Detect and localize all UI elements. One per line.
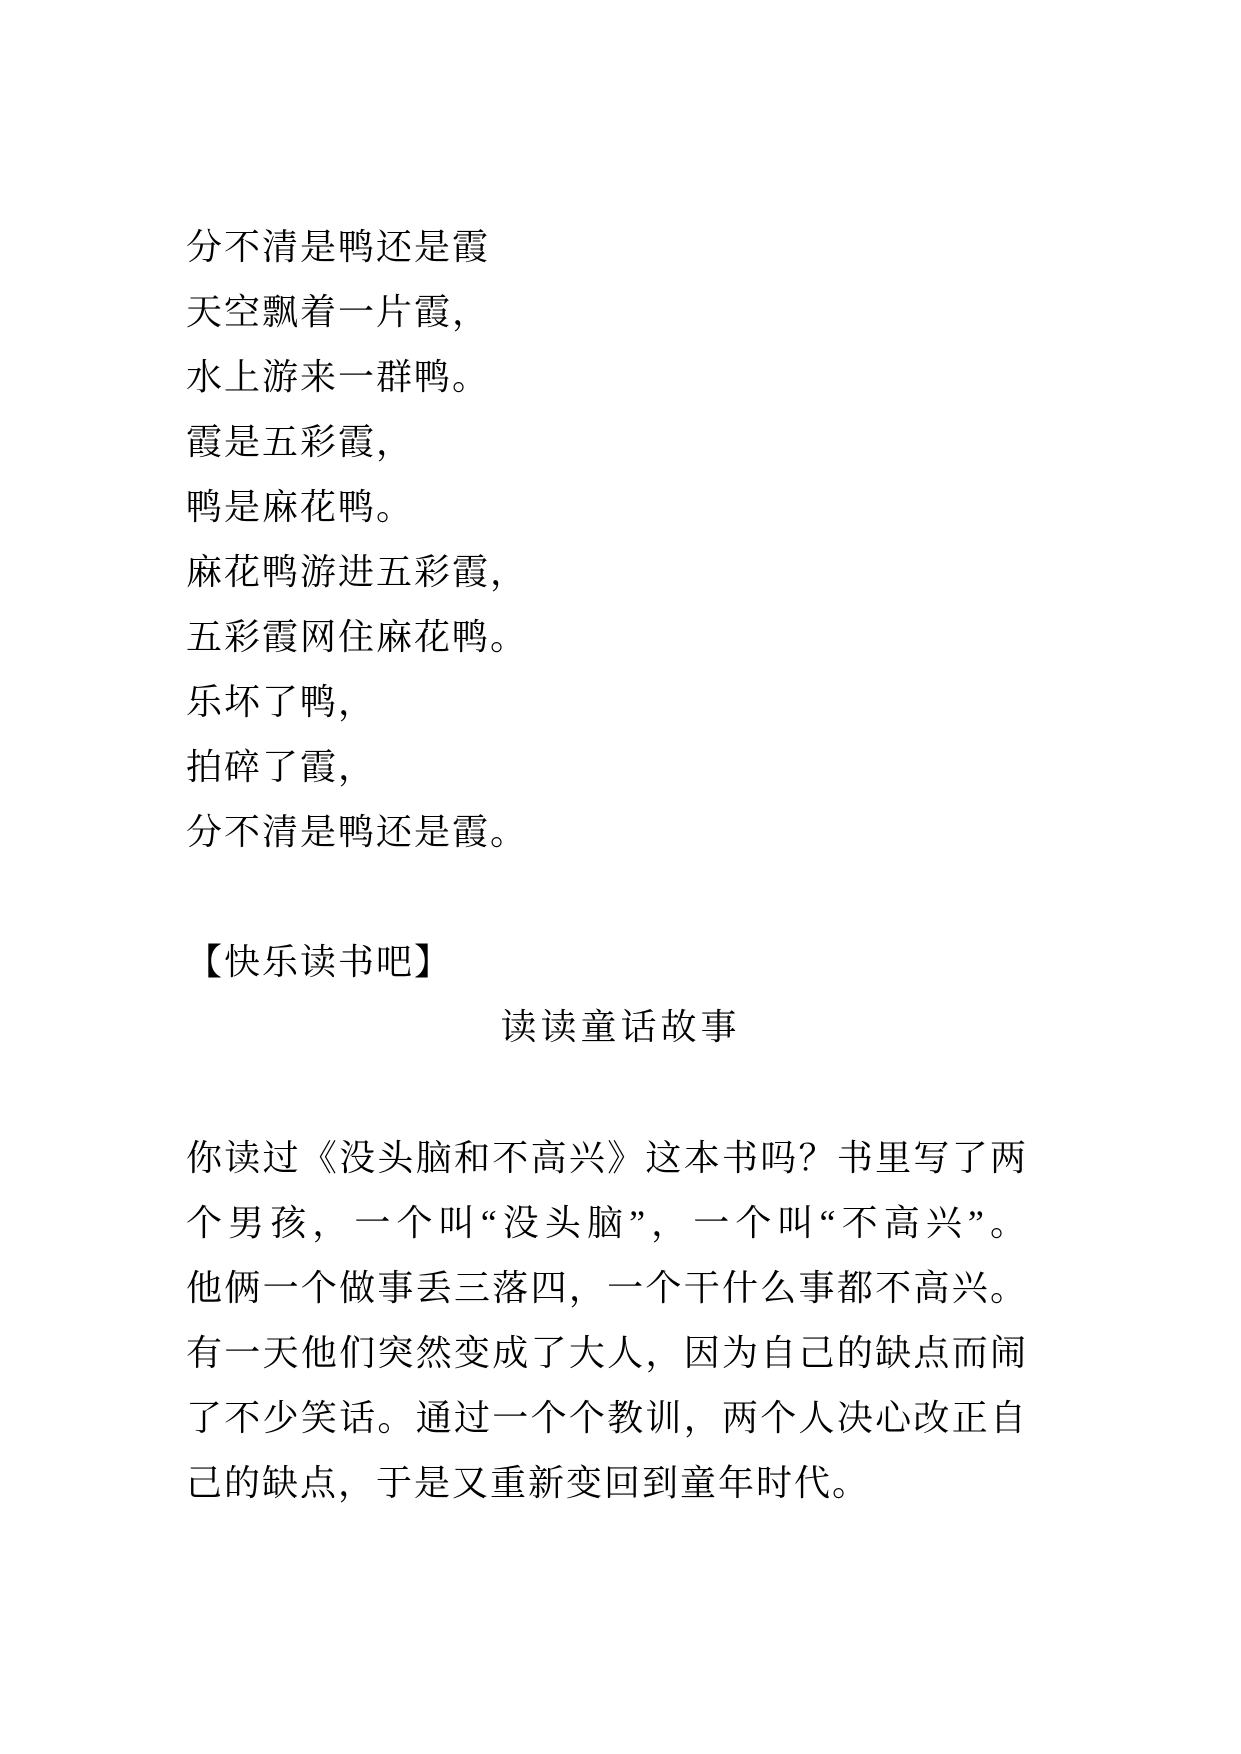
reading-section-header: 【快乐读书吧】 (186, 942, 453, 982)
poem-line: 天空飘着一片霞， (186, 292, 491, 332)
poem-line: 分不清是鸭还是霞 (186, 227, 491, 267)
paragraph-line: 他俩一个做事丢三落四，一个干什么事都不高兴。 (186, 1268, 1028, 1308)
paragraph-line: 了不少笑话。通过一个个教训，两个人决心改正自 (186, 1398, 1028, 1438)
paragraph-line: 有一天他们突然变成了大人，因为自己的缺点而闹 (186, 1333, 1028, 1373)
paragraph-line: 己的缺点，于是又重新变回到童年时代。 (186, 1463, 871, 1503)
poem-line: 麻花鸭游进五彩霞， (186, 552, 529, 592)
poem-line: 五彩霞网住麻花鸭。 (186, 617, 529, 657)
paragraph-line: 个男孩，一个叫“没头脑”，一个叫“不高兴”。 (186, 1203, 1028, 1243)
reading-section-title: 读读童话故事 (500, 1007, 741, 1047)
poem (186, 215, 1028, 865)
poem-line: 水上游来一群鸭。 (186, 357, 491, 397)
paragraph-line: 你读过《没头脑和不高兴》这本书吗？书里写了两 (186, 1138, 1028, 1178)
poem-line: 霞是五彩霞， (186, 422, 415, 462)
poem-line: 分不清是鸭还是霞。 (186, 812, 529, 852)
poem-line: 鸭是麻花鸭。 (186, 487, 415, 527)
poem-line: 乐坏了鸭， (186, 682, 377, 722)
poem-line: 拍碎了霞， (186, 747, 377, 787)
story-paragraph (186, 1126, 1028, 1516)
